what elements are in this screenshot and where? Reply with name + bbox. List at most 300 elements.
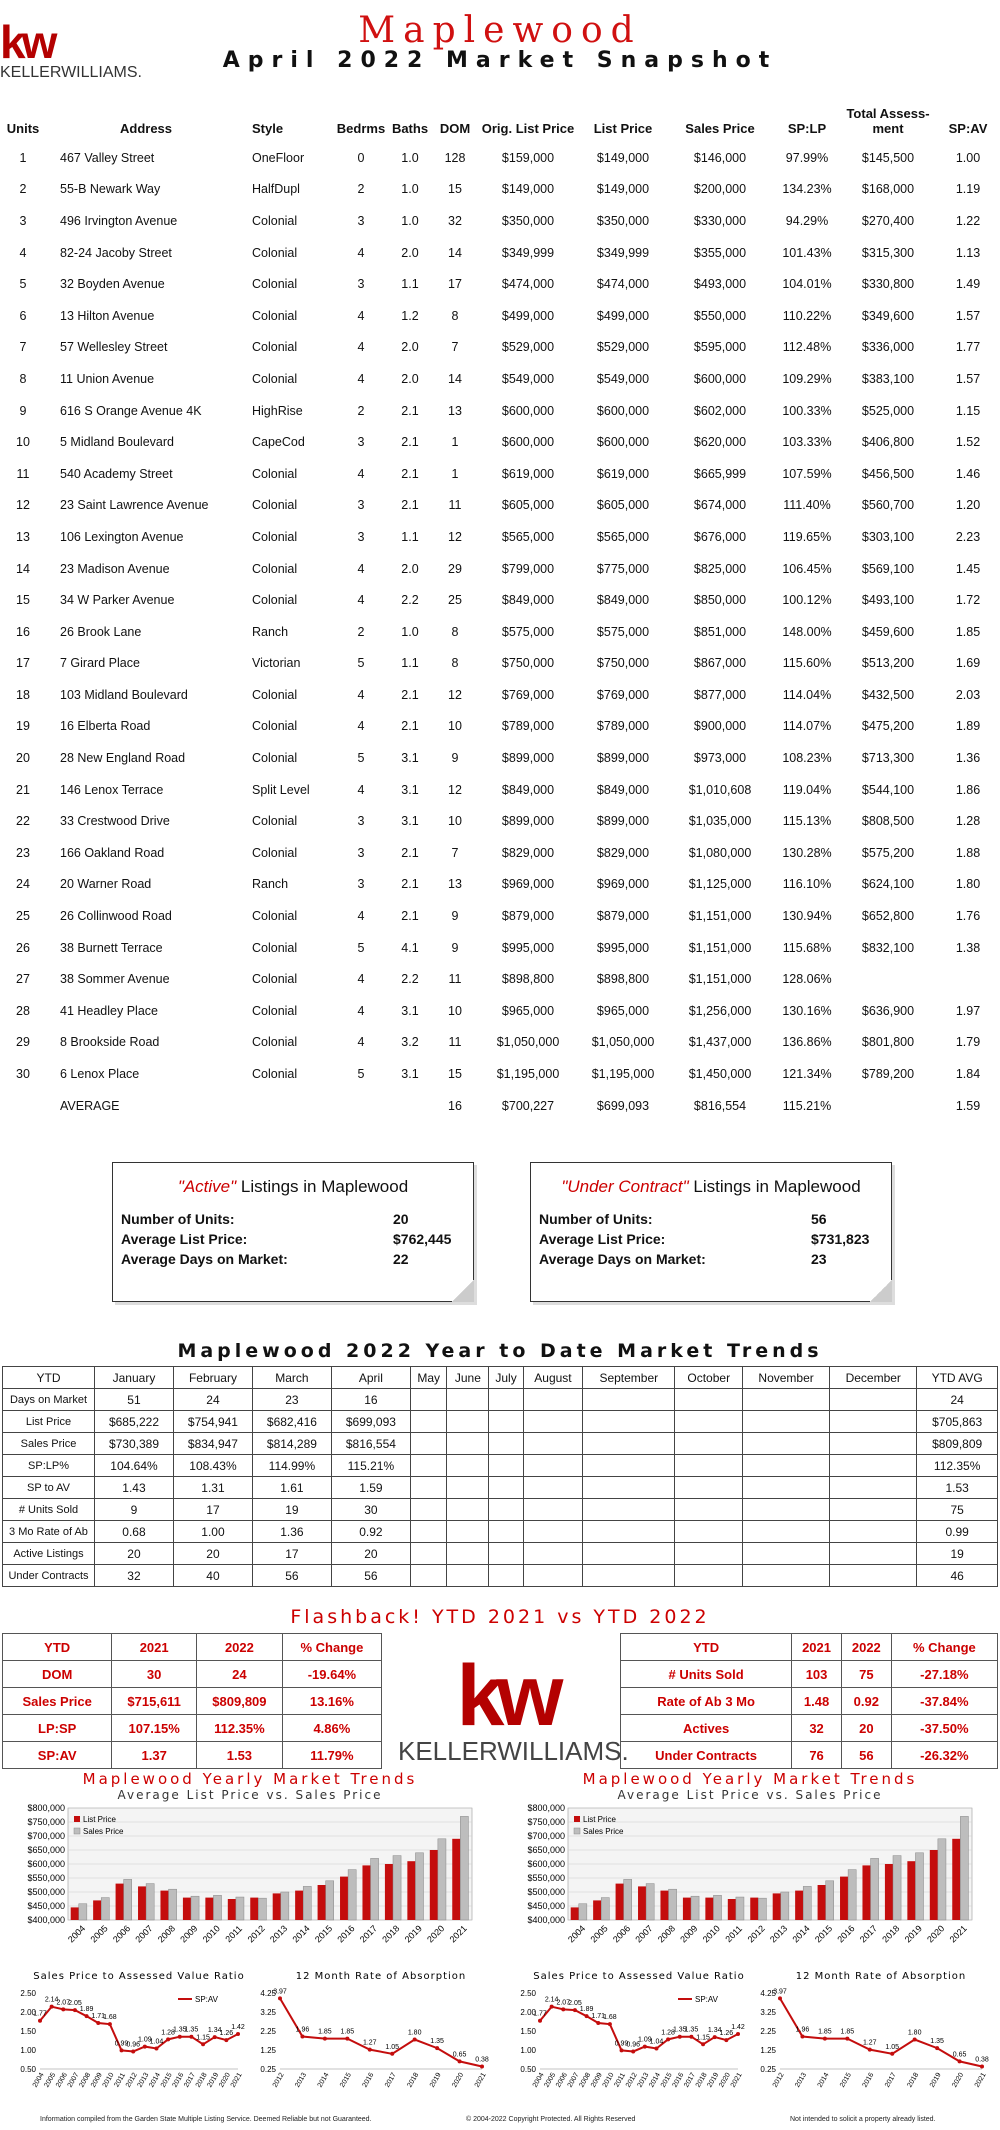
y-tick-label: $700,000 [27, 1831, 65, 1841]
data-point [573, 2008, 577, 2012]
cell-assessment: $493,100 [861, 593, 915, 608]
data-point [108, 2022, 112, 2026]
list-vs-sales-bar-chart [510, 1802, 980, 1964]
x-tick-label: 2008 [655, 1923, 678, 1945]
cell-assessment: $636,900 [861, 1003, 915, 1018]
cell-address: 16 Elberta Road [60, 719, 151, 734]
cell-list-price: $775,000 [596, 561, 650, 576]
cell-unit: 2 [19, 182, 27, 197]
ytd-cell [830, 1389, 917, 1411]
data-point [736, 2032, 740, 2036]
ytd-cell [675, 1521, 743, 1543]
ytd-cell [830, 1521, 917, 1543]
cell-assessment: $383,100 [861, 371, 915, 386]
cell-orig-list: $899,000 [501, 814, 555, 829]
bar-list-price [773, 1893, 781, 1920]
sale-row [0, 774, 1000, 806]
ytd-cell [583, 1455, 675, 1477]
cell-orig-list: $600,000 [501, 403, 555, 418]
cell-orig-list: $159,000 [501, 150, 555, 165]
cell-assessment: $475,200 [861, 719, 915, 734]
cell-sales-price: $550,000 [693, 308, 747, 323]
cell-bedrooms: 4 [357, 719, 365, 734]
ytd-cell: 75 [917, 1499, 998, 1521]
cell-orig-list: $349,999 [501, 245, 555, 260]
ytd-row-label: # Units Sold [3, 1499, 95, 1521]
flashback-cell: $715,611 [112, 1688, 197, 1715]
ytd-cell: $754,941 [173, 1411, 252, 1433]
ytd-cell [447, 1477, 489, 1499]
sale-row [0, 395, 1000, 427]
y-tick-label: $500,000 [27, 1887, 65, 1897]
x-tick-label: 2013 [768, 1923, 790, 1945]
bar-list-price [273, 1893, 281, 1920]
data-label: 1.77 [33, 2010, 47, 2018]
bar-sales-price [303, 1886, 311, 1920]
cell-address: 23 Saint Lawrence Avenue [60, 498, 209, 513]
ytd-cell: 20 [95, 1543, 174, 1565]
cell-list-price: $565,000 [596, 529, 650, 544]
ytd-cell: 56 [331, 1565, 410, 1587]
page-curl-decoration [452, 1280, 474, 1302]
cell-assessment: $624,100 [861, 877, 915, 892]
active-units-row: Number of Units: 20 [121, 1211, 409, 1227]
cell-baths: 2.0 [401, 245, 419, 260]
sale-row [0, 932, 1000, 964]
x-tick-label: 2016 [171, 2071, 186, 2089]
cell-dom: 14 [448, 371, 462, 386]
ytd-cell [523, 1389, 582, 1411]
flashback-cell: 0.92 [841, 1688, 891, 1715]
flashback-cell: -37.84% [891, 1688, 997, 1715]
x-tick-label: 2021 [973, 2071, 988, 2089]
cell-spav: 1.15 [955, 403, 981, 418]
sale-row [0, 142, 1000, 174]
ytd-cell: 1.36 [252, 1521, 331, 1543]
under-contract-box [530, 1162, 892, 1302]
cell-spav: 1.84 [955, 1067, 981, 1082]
legend-sales-label: Sales Price [583, 1827, 624, 1836]
cell-sales-price: $1,010,608 [688, 782, 752, 797]
cell-baths: 2.2 [401, 972, 419, 987]
x-tick-label: 2005 [543, 2071, 558, 2089]
data-point [480, 2065, 484, 2069]
bar-list-price [616, 1884, 624, 1920]
x-tick-label: 2011 [613, 2071, 628, 2089]
ytd-cell: $834,947 [173, 1433, 252, 1455]
ratio-absorption-charts [10, 1969, 490, 2109]
data-label: 1.26 [719, 2030, 734, 2038]
data-point [608, 2022, 612, 2026]
cell-spav: 1.57 [955, 371, 981, 386]
cell-assessment: $544,100 [861, 782, 915, 797]
cell-dom: 1 [451, 466, 459, 481]
cell-baths: 3.1 [401, 1003, 419, 1018]
x-tick-label: 2018 [880, 1923, 902, 1945]
ytd-col-header: January [95, 1367, 174, 1389]
cell-spav: 1.38 [955, 940, 981, 955]
ytd-cell: 0.68 [95, 1521, 174, 1543]
cell-bedrooms: 4 [357, 909, 365, 924]
ytd-row [3, 1565, 998, 1587]
x-tick-label: 2018 [194, 2071, 209, 2089]
footer-disclaimer: Information compiled from the Garden State Multiple Listing Service. Deemed Reliable but not Guaranteed. [40, 2116, 372, 2123]
cell-orig-list: $849,000 [501, 782, 555, 797]
cell-splp: 130.28% [782, 845, 832, 860]
cell-bedrooms: 3 [357, 529, 365, 544]
cell-dom: 9 [451, 909, 459, 924]
y-tick-label: 3.25 [260, 2008, 276, 2017]
cell-orig-list: $600,000 [501, 435, 555, 450]
data-point [73, 2008, 77, 2012]
cell-sales-price: $620,000 [693, 435, 747, 450]
cell-style: Colonial [252, 719, 298, 734]
cell-dom: 8 [451, 656, 459, 671]
flashback-cell: LP:SP [3, 1715, 112, 1742]
sale-row [0, 648, 1000, 680]
y-tick-label: 2.50 [520, 1989, 536, 1998]
cell-unit: 13 [16, 529, 30, 544]
cell-unit: 23 [16, 845, 30, 860]
bar-list-price [138, 1886, 146, 1920]
cell-style: Colonial [252, 498, 298, 513]
cell-sales-price: $330,000 [693, 213, 747, 228]
x-tick-label: 2020 [425, 1923, 447, 1945]
cell-spav: 1.00 [955, 150, 981, 165]
cell-splp: 112.48% [782, 340, 832, 355]
kw-large-mark: kw [456, 1648, 556, 1744]
y-tick-label: 3.25 [760, 2008, 776, 2017]
cell-list-price: $769,000 [596, 687, 650, 702]
bar-list-price [683, 1898, 691, 1920]
data-label: 1.05 [385, 2043, 400, 2051]
cell-baths: 2.1 [401, 719, 419, 734]
data-label: 3.97 [773, 1988, 787, 1996]
cell-style: Colonial [252, 308, 298, 323]
contract-dom-row: Average Days on Market: 23 [539, 1251, 827, 1267]
cell-bedrooms: 2 [357, 182, 365, 197]
contract-box-title: "Under Contract" Listings in Maplewood [561, 1177, 861, 1196]
data-point [224, 2038, 228, 2042]
data-label: 1.42 [731, 2024, 745, 2032]
data-point [236, 2032, 240, 2036]
cell-unit: 28 [16, 1003, 30, 1018]
ytd-row-label: SP to AV [3, 1477, 95, 1499]
cell-sales-price: $493,000 [693, 277, 747, 292]
ytd-cell [447, 1499, 489, 1521]
data-label: 0.99 [114, 2040, 129, 2048]
ytd-cell: 20 [173, 1543, 252, 1565]
cell-dom: 25 [448, 593, 462, 608]
y-tick-label: $800,000 [27, 1803, 65, 1813]
cell-sales-price: $674,000 [693, 498, 747, 513]
average-label: AVERAGE [60, 1098, 120, 1113]
col-address: Address [120, 121, 173, 136]
cell-bedrooms: 3 [357, 277, 365, 292]
bar-sales-price [326, 1881, 334, 1920]
cell-bedrooms: 0 [357, 150, 365, 165]
cell-style: Colonial [252, 845, 298, 860]
cell-address: 20 Warner Road [60, 877, 152, 892]
ytd-cell [410, 1411, 447, 1433]
bar-sales-price [438, 1839, 446, 1920]
small-chart-title: 12 Month Rate of Absorption [795, 1971, 967, 1982]
cell-sales-price: $355,000 [693, 245, 747, 260]
cell-assessment: $336,000 [861, 340, 915, 355]
x-tick-label: 2019 [928, 2071, 943, 2089]
data-label: 1.27 [362, 2039, 377, 2047]
x-tick-label: 2019 [428, 2071, 443, 2089]
cell-spav: 1.19 [955, 182, 981, 197]
data-label: 1.35 [172, 2026, 187, 2034]
ytd-row [3, 1411, 998, 1433]
col-sales-price: Sales Price [685, 121, 755, 136]
ytd-cell: 17 [173, 1499, 252, 1521]
bar-list-price [750, 1898, 758, 1920]
data-point [585, 2014, 589, 2018]
x-tick-label: 2005 [88, 1923, 110, 1945]
ytd-cell [583, 1433, 675, 1455]
cell-dom: 15 [448, 1067, 462, 1082]
sale-row [0, 363, 1000, 395]
y-tick-label: $750,000 [27, 1817, 65, 1827]
x-tick-label: 2015 [812, 1923, 835, 1945]
flashback-cell: DOM [3, 1661, 112, 1688]
cell-list-price: $750,000 [596, 656, 650, 671]
bar-sales-price [938, 1839, 946, 1920]
cell-address: 11 Union Avenue [60, 371, 155, 386]
cell-list-price: $965,000 [596, 1003, 650, 1018]
ytd-row [3, 1543, 998, 1565]
x-tick-label: 2017 [883, 2071, 898, 2089]
ytd-cell: 112.35% [917, 1455, 998, 1477]
cell-assessment: $459,600 [861, 624, 915, 639]
cell-assessment: $801,800 [861, 1035, 915, 1050]
x-tick-label: 2017 [683, 2071, 698, 2089]
data-label: 1.80 [407, 2029, 422, 2037]
ytd-cell [447, 1455, 489, 1477]
cell-assessment: $349,600 [861, 308, 915, 323]
ytd-row-label: Sales Price [3, 1433, 95, 1455]
series-line [780, 1998, 982, 2066]
cell-orig-list: $829,000 [501, 845, 555, 860]
data-point [120, 2048, 124, 2052]
ytd-cell: 108.43% [173, 1455, 252, 1477]
contract-units-row: Number of Units: 56 [539, 1211, 827, 1227]
y-tick-label: 2.00 [20, 2008, 36, 2017]
cell-spav: 1.28 [955, 814, 981, 829]
cell-unit: 15 [16, 593, 30, 608]
cell-address: 41 Headley Place [60, 1003, 158, 1018]
x-tick-label: 2010 [700, 1923, 722, 1945]
cell-dom: 9 [451, 940, 459, 955]
x-tick-label: 2004 [66, 1923, 88, 1945]
flashback-row [3, 1661, 382, 1688]
cell-baths: 3.1 [401, 751, 419, 766]
cell-unit: 24 [16, 877, 30, 892]
x-tick-label: 2008 [578, 2071, 593, 2089]
cell-orig-list: $879,000 [501, 909, 555, 924]
cell-dom: 15 [448, 182, 462, 197]
ytd-cell: $705,863 [917, 1411, 998, 1433]
cell-bedrooms: 4 [357, 466, 365, 481]
cell-list-price: $789,000 [596, 719, 650, 734]
x-tick-label: 2006 [610, 1923, 633, 1945]
cell-baths: 1.1 [401, 529, 419, 544]
cell-orig-list: $565,000 [501, 529, 555, 544]
ytd-cell [675, 1455, 743, 1477]
ytd-cell [523, 1477, 582, 1499]
col-style: Style [252, 121, 284, 136]
cell-orig-list: $965,000 [501, 1003, 555, 1018]
cell-dom: 17 [448, 277, 462, 292]
data-label: 1.42 [231, 2024, 245, 2032]
ytd-cell [830, 1565, 917, 1587]
ytd-col-header: February [173, 1367, 252, 1389]
data-point [561, 2007, 565, 2011]
x-tick-label: 2021 [473, 2071, 488, 2089]
x-tick-label: 2012 [771, 2071, 786, 2089]
flashback-row [3, 1742, 382, 1769]
cell-assessment: $330,800 [861, 277, 915, 292]
ytd-cell: 1.00 [173, 1521, 252, 1543]
cell-spav: 2.23 [955, 529, 981, 544]
data-point [958, 2059, 962, 2063]
x-tick-label: 2017 [383, 2071, 398, 2089]
cell-dom: 10 [448, 814, 462, 829]
data-label: 0.96 [626, 2041, 640, 2049]
bar-sales-price [646, 1884, 654, 1920]
ytd-cell: 1.43 [95, 1477, 174, 1499]
x-tick-label: 2007 [566, 2071, 581, 2089]
flashback-cell: -26.32% [891, 1742, 997, 1769]
y-tick-label: 1.50 [520, 2027, 536, 2036]
data-label: 1.35 [430, 2038, 444, 2046]
average-spav: 1.59 [955, 1098, 981, 1113]
x-tick-label: 2019 [706, 2071, 721, 2089]
y-tick-label: 1.25 [760, 2046, 776, 2055]
cell-address: 7 Girard Place [60, 656, 140, 671]
x-tick-label: 2019 [206, 2071, 221, 2089]
ytd-cell: 16 [331, 1389, 410, 1411]
cell-list-price: $1,050,000 [591, 1035, 655, 1050]
data-point [390, 2052, 394, 2056]
x-tick-label: 2015 [312, 1923, 335, 1945]
cell-spav: 1.20 [955, 498, 981, 513]
data-point [701, 2042, 705, 2046]
average-row [0, 1090, 1000, 1122]
x-tick-label: 2015 [659, 2071, 674, 2089]
cell-baths: 2.0 [401, 561, 419, 576]
cell-dom: 128 [444, 150, 466, 165]
cell-style: Colonial [252, 340, 298, 355]
x-tick-label: 2005 [43, 2071, 58, 2089]
ytd-cell: 24 [173, 1389, 252, 1411]
flashback-cell: YTD [621, 1634, 792, 1661]
cell-unit: 25 [16, 909, 30, 924]
cell-unit: 11 [16, 466, 30, 481]
flashback-left-table [2, 1633, 382, 1769]
cell-address: 5 Midland Boulevard [60, 435, 174, 450]
cell-dom: 8 [451, 624, 459, 639]
ytd-col-header: May [410, 1367, 447, 1389]
cell-bedrooms: 4 [357, 593, 365, 608]
sale-row [0, 300, 1000, 332]
x-tick-label: 2012 [745, 1923, 767, 1945]
x-tick-label: 2015 [339, 2071, 353, 2089]
x-tick-label: 2006 [110, 1923, 133, 1945]
x-tick-label: 2012 [124, 2071, 139, 2089]
cell-sales-price: $1,151,000 [688, 972, 752, 987]
cell-style: Colonial [252, 940, 298, 955]
cell-bedrooms: 4 [357, 371, 365, 386]
ytd-cell [523, 1411, 582, 1433]
ytd-cell [410, 1455, 447, 1477]
cell-unit: 29 [16, 1035, 30, 1050]
ytd-cell [583, 1565, 675, 1587]
data-point [85, 2014, 89, 2018]
ytd-cell: 1.31 [173, 1477, 252, 1499]
data-point [166, 2037, 170, 2041]
cell-baths: 2.1 [401, 498, 419, 513]
data-point [868, 2048, 872, 2052]
cell-dom: 14 [448, 245, 462, 260]
cell-dom: 11 [448, 1035, 462, 1050]
data-label: 1.04 [149, 2038, 164, 2046]
bar-list-price [930, 1850, 938, 1920]
x-tick-label: 2012 [624, 2071, 639, 2089]
cell-spav: 1.13 [955, 245, 981, 260]
ytd-cell [675, 1433, 743, 1455]
cell-assessment: $832,100 [861, 940, 915, 955]
data-label: 2.14 [544, 1996, 559, 2004]
cell-address: 6 Lenox Place [60, 1067, 140, 1082]
cell-baths: 1.0 [401, 182, 419, 197]
ytd-table [2, 1366, 998, 1587]
cell-style: Colonial [252, 529, 298, 544]
sale-row [0, 742, 1000, 774]
ytd-cell [830, 1455, 917, 1477]
ytd-row [3, 1455, 998, 1477]
data-point [131, 2050, 135, 2054]
cell-spav: 1.80 [955, 877, 981, 892]
cell-dom: 11 [448, 498, 462, 513]
x-tick-label: 2012 [271, 2071, 286, 2089]
cell-sales-price: $850,000 [693, 593, 747, 608]
ytd-cell [743, 1521, 830, 1543]
bar-sales-price [258, 1898, 266, 1920]
cell-baths: 2.1 [401, 845, 419, 860]
ytd-cell [410, 1521, 447, 1543]
cell-address: 106 Lexington Avenue [60, 529, 184, 544]
flashback-cell: $809,809 [197, 1688, 283, 1715]
bar-sales-price [691, 1896, 699, 1920]
bar-list-price [295, 1891, 303, 1920]
bar-sales-price [713, 1895, 721, 1920]
y-tick-label: $750,000 [527, 1817, 565, 1827]
cell-spav: 1.76 [955, 909, 981, 924]
x-tick-label: 2011 [223, 1923, 245, 1945]
cell-unit: 5 [19, 277, 27, 292]
cell-baths: 4.1 [401, 940, 419, 955]
cell-address: 55-B Newark Way [60, 182, 161, 197]
cell-baths: 3.2 [401, 1035, 419, 1050]
data-point [800, 2035, 804, 2039]
legend-label: SP:AV [695, 1995, 718, 2004]
bar-list-price [183, 1898, 191, 1920]
x-tick-label: 2013 [294, 2071, 309, 2089]
data-label: 1.05 [885, 2043, 900, 2051]
